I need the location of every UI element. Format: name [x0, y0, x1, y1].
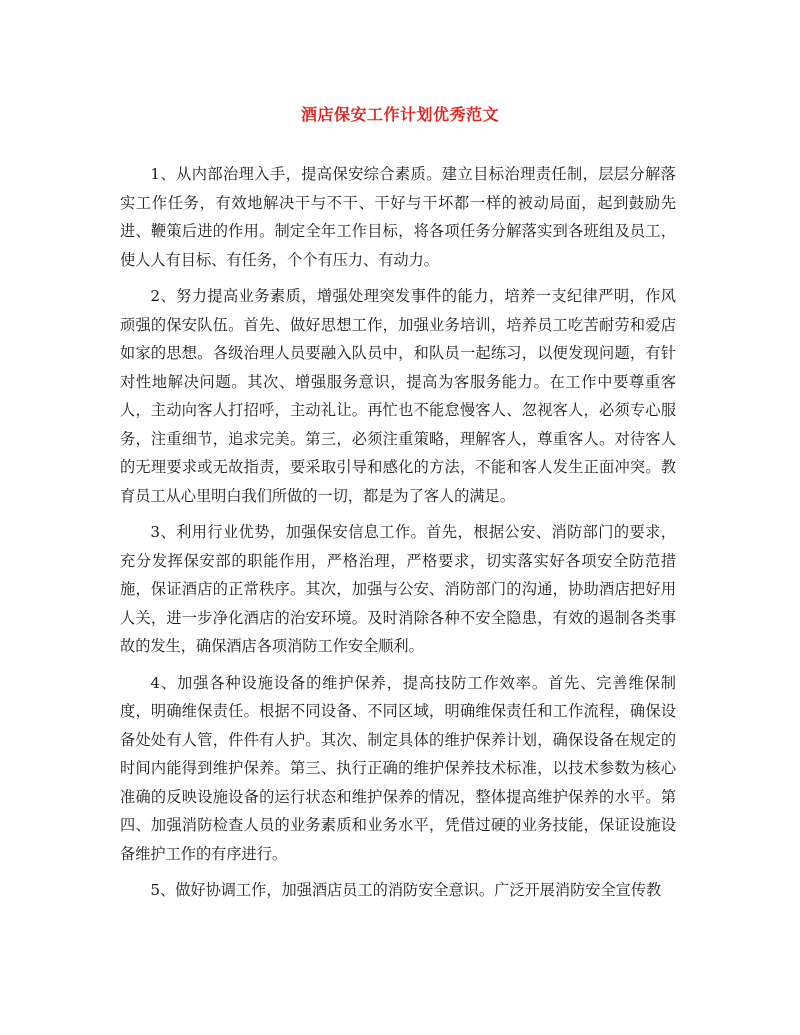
paragraph-5: 5、做好协调工作，加强酒店员工的消防安全意识。广泛开展消防安全宣传教	[150, 881, 662, 899]
document-title: 酒店保安工作计划优秀范文	[300, 105, 499, 124]
paragraph-1: 1、从内部治理入手，提高保安综合素质。建立目标治理责任制，层层分解落实工作任务，有效地解决干与不干、干好与干坏都一样的被动局面，起到鼓励先进、鞭策后进的作用。制定全年工作目标，将各项任务分解落实到各班组及员工，使人人有目标、有任务，个个有压力、有动力。	[120, 165, 676, 269]
paragraph-3: 3、利用行业优势，加强保安信息工作。首先，根据公安、消防部门的要求，充分发挥保安部的职能作用，严格治理，严格要求，切实落实好各项安全防范措施，保证酒店的正常秩序。其次，加强与公安、消防部门的沟通，协助酒店把好用人关，进一步净化酒店的治安环境。及时消除各种不安全隐患，有效的遏制各类事故的发生，确保酒店各项消防工作安全顺利。	[120, 523, 676, 655]
document-body	[120, 160, 676, 913]
paragraph-2: 2、努力提高业务素质，增强处理突发事件的能力，培养一支纪律严明，作风顽强的保安队伍。首先、做好思想工作，加强业务培训，培养员工吃苦耐劳和爱店如家的思想。各级治理人员要融入队员中，和队员一起练习，以便发现问题，有针对性地解决问题。其次、增强服务意识，提高为客服务能力。在工作中要尊重客人，主动向客人打招呼，主动礼让。再忙也不能怠慢客人、忽视客人，必须专心服务，注重细节，追求完美。第三，必须注重策略，理解客人，尊重客人。对待客人的无理要求或无故指责，要采取引导和感化的方法，不能和客人发生正面冲突。教育员工从心里明白我们所做的一切，都是为了客人的满足。	[120, 287, 676, 505]
paragraph-4: 4、加强各种设施设备的维护保养，提高技防工作效率。首先、完善维保制度，明确维保责任。根据不同设备、不同区域，明确维保责任和工作流程，确保设备处处有人管，件件有人护。其次、制定具体的维护保养计划，确保设备在规定的时间内能得到维护保养。第三、执行正确的维护保养技术标准，以技术参数为核心准确的反映设施设备的运行状态和维护保养的情况，整体提高维护保养的水平。第四、加强消防检查人员的业务素质和业务水平，凭借过硬的业务技能，保证设施设备维护工作的有序进行。	[120, 673, 676, 863]
